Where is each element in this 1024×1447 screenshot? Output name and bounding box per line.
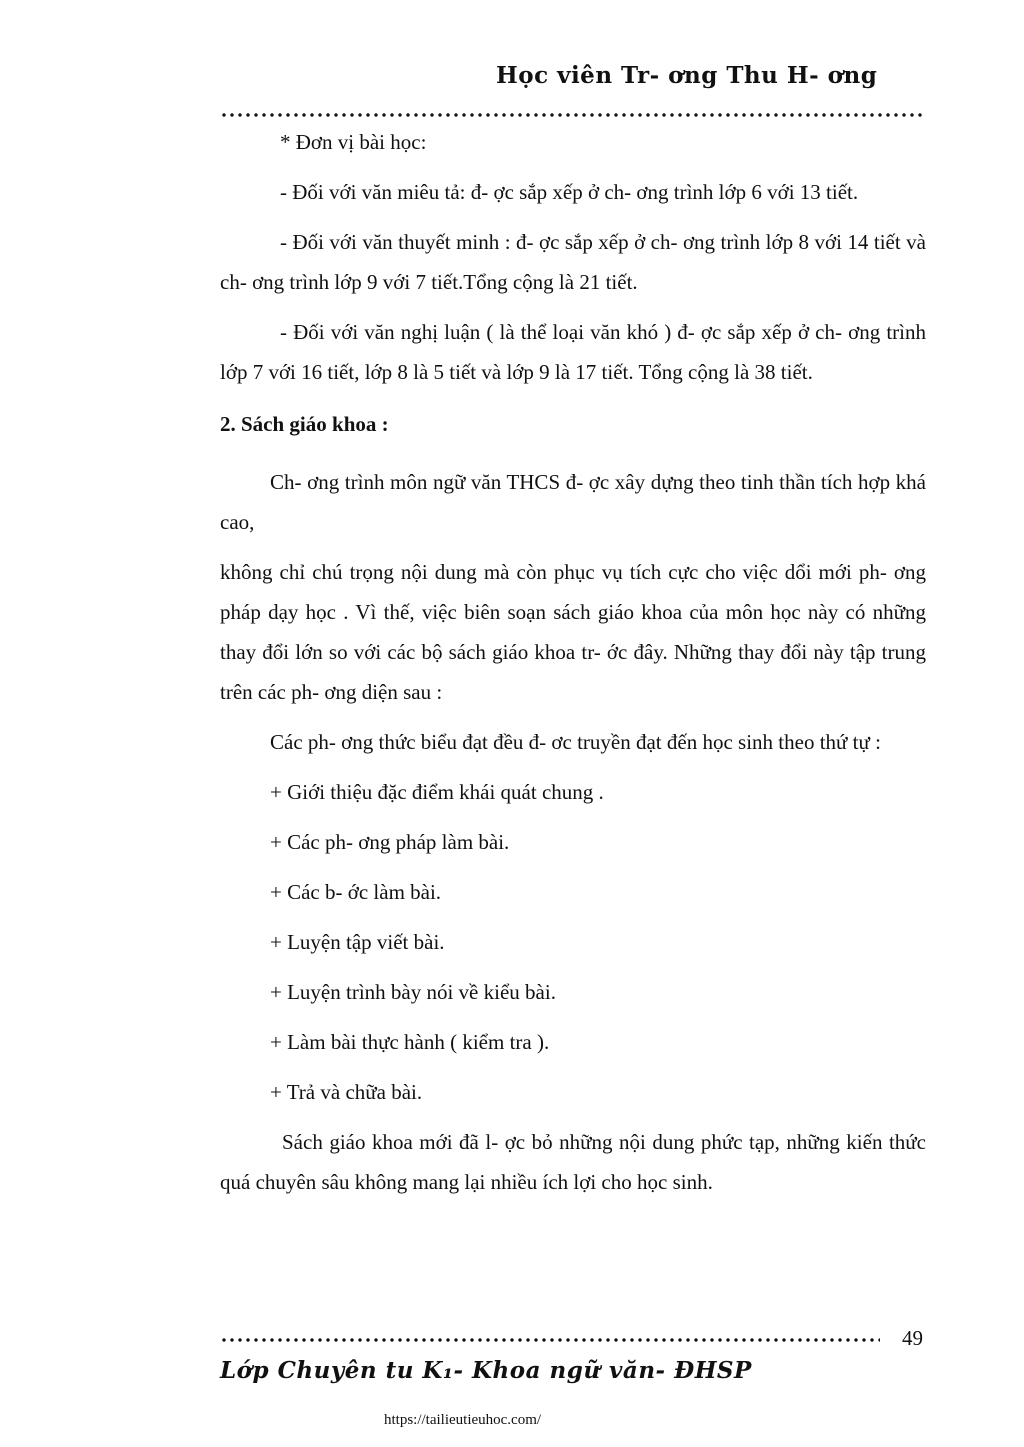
page-footer-title: Lớp Chuyên tu K₁- Khoa ngữ văn- ĐHSP [220,1357,752,1384]
header-dotted-rule [220,113,926,117]
paragraph-nghi-luan: - Đối với văn nghị luận ( là thể loại văn khó ) đ- ợc sắp xếp ở ch- ơng trình lớp 7 với 16 tiết, lớp 8 là 5 tiết và lớp 9 là 17 tiết. Tổng cộng là 38 tiết. [220,320,926,384]
page-number: 49 [902,1326,923,1350]
section-heading: 2. Sách giáo khoa : [220,412,389,436]
page-header-title: Học viên Tr- ơng Thu H- ơng [496,62,878,89]
list-item: + Giới thiệu đặc điểm khái quát chung . [270,780,604,804]
list-item: + Làm bài thực hành ( kiểm tra ). [270,1030,550,1054]
list-item: + Trả và chữa bài. [270,1080,423,1104]
paragraph-thuyet-minh: - Đối với văn thuyết minh : đ- ợc sắp xếp ở ch- ơng trình lớp 8 với 14 tiết và ch- ơng trình lớp 9 với 7 tiết.Tổng cộng là 21 tiết. [220,230,926,294]
list-item: + Luyện trình bày nói về kiểu bài. [270,980,556,1004]
paragraph-program: Ch- ơng trình môn ngữ văn THCS đ- ợc xây dựng theo tinh thần tích hợp khá cao, [220,470,926,534]
footer-dotted-rule [220,1338,880,1342]
list-item: + Các b- ớc làm bài. [270,880,442,904]
unit-heading: * Đơn vị bài học: [280,130,427,154]
page-body [220,122,926,1212]
paragraph-not-only: không chỉ chú trọng nội dung mà còn phục vụ tích cực cho việc dổi mới ph- ơng pháp dạy học . Vì thế, việc biên soạn sách giáo khoa của môn học này có những thay đổi lớn so với các bộ sách giáo khoa tr- ớc đây. Những thay đổi này tập trung trên các ph- ơng diện sau : [220,560,926,704]
list-item: + Các ph- ơng pháp làm bài. [270,830,510,854]
paragraph-last: Sách giáo khoa mới đã l- ợc bỏ những nội dung phức tạp, những kiến thức quá chuyên sâu không mang lại nhiều ích lợi cho học sinh. [220,1130,926,1194]
source-url[interactable]: https://tailieutieuhoc.com/ [384,1412,542,1428]
list-item: + Luyện tập viết bài. [270,930,445,954]
paragraph-methods: Các ph- ơng thức biểu đạt đều đ- ơc truyền đạt đến học sinh theo thứ tự : [270,730,881,754]
paragraph-mieu-ta: - Đối với văn miêu tả: đ- ợc sắp xếp ở ch- ơng trình lớp 6 với 13 tiết. [280,180,859,204]
